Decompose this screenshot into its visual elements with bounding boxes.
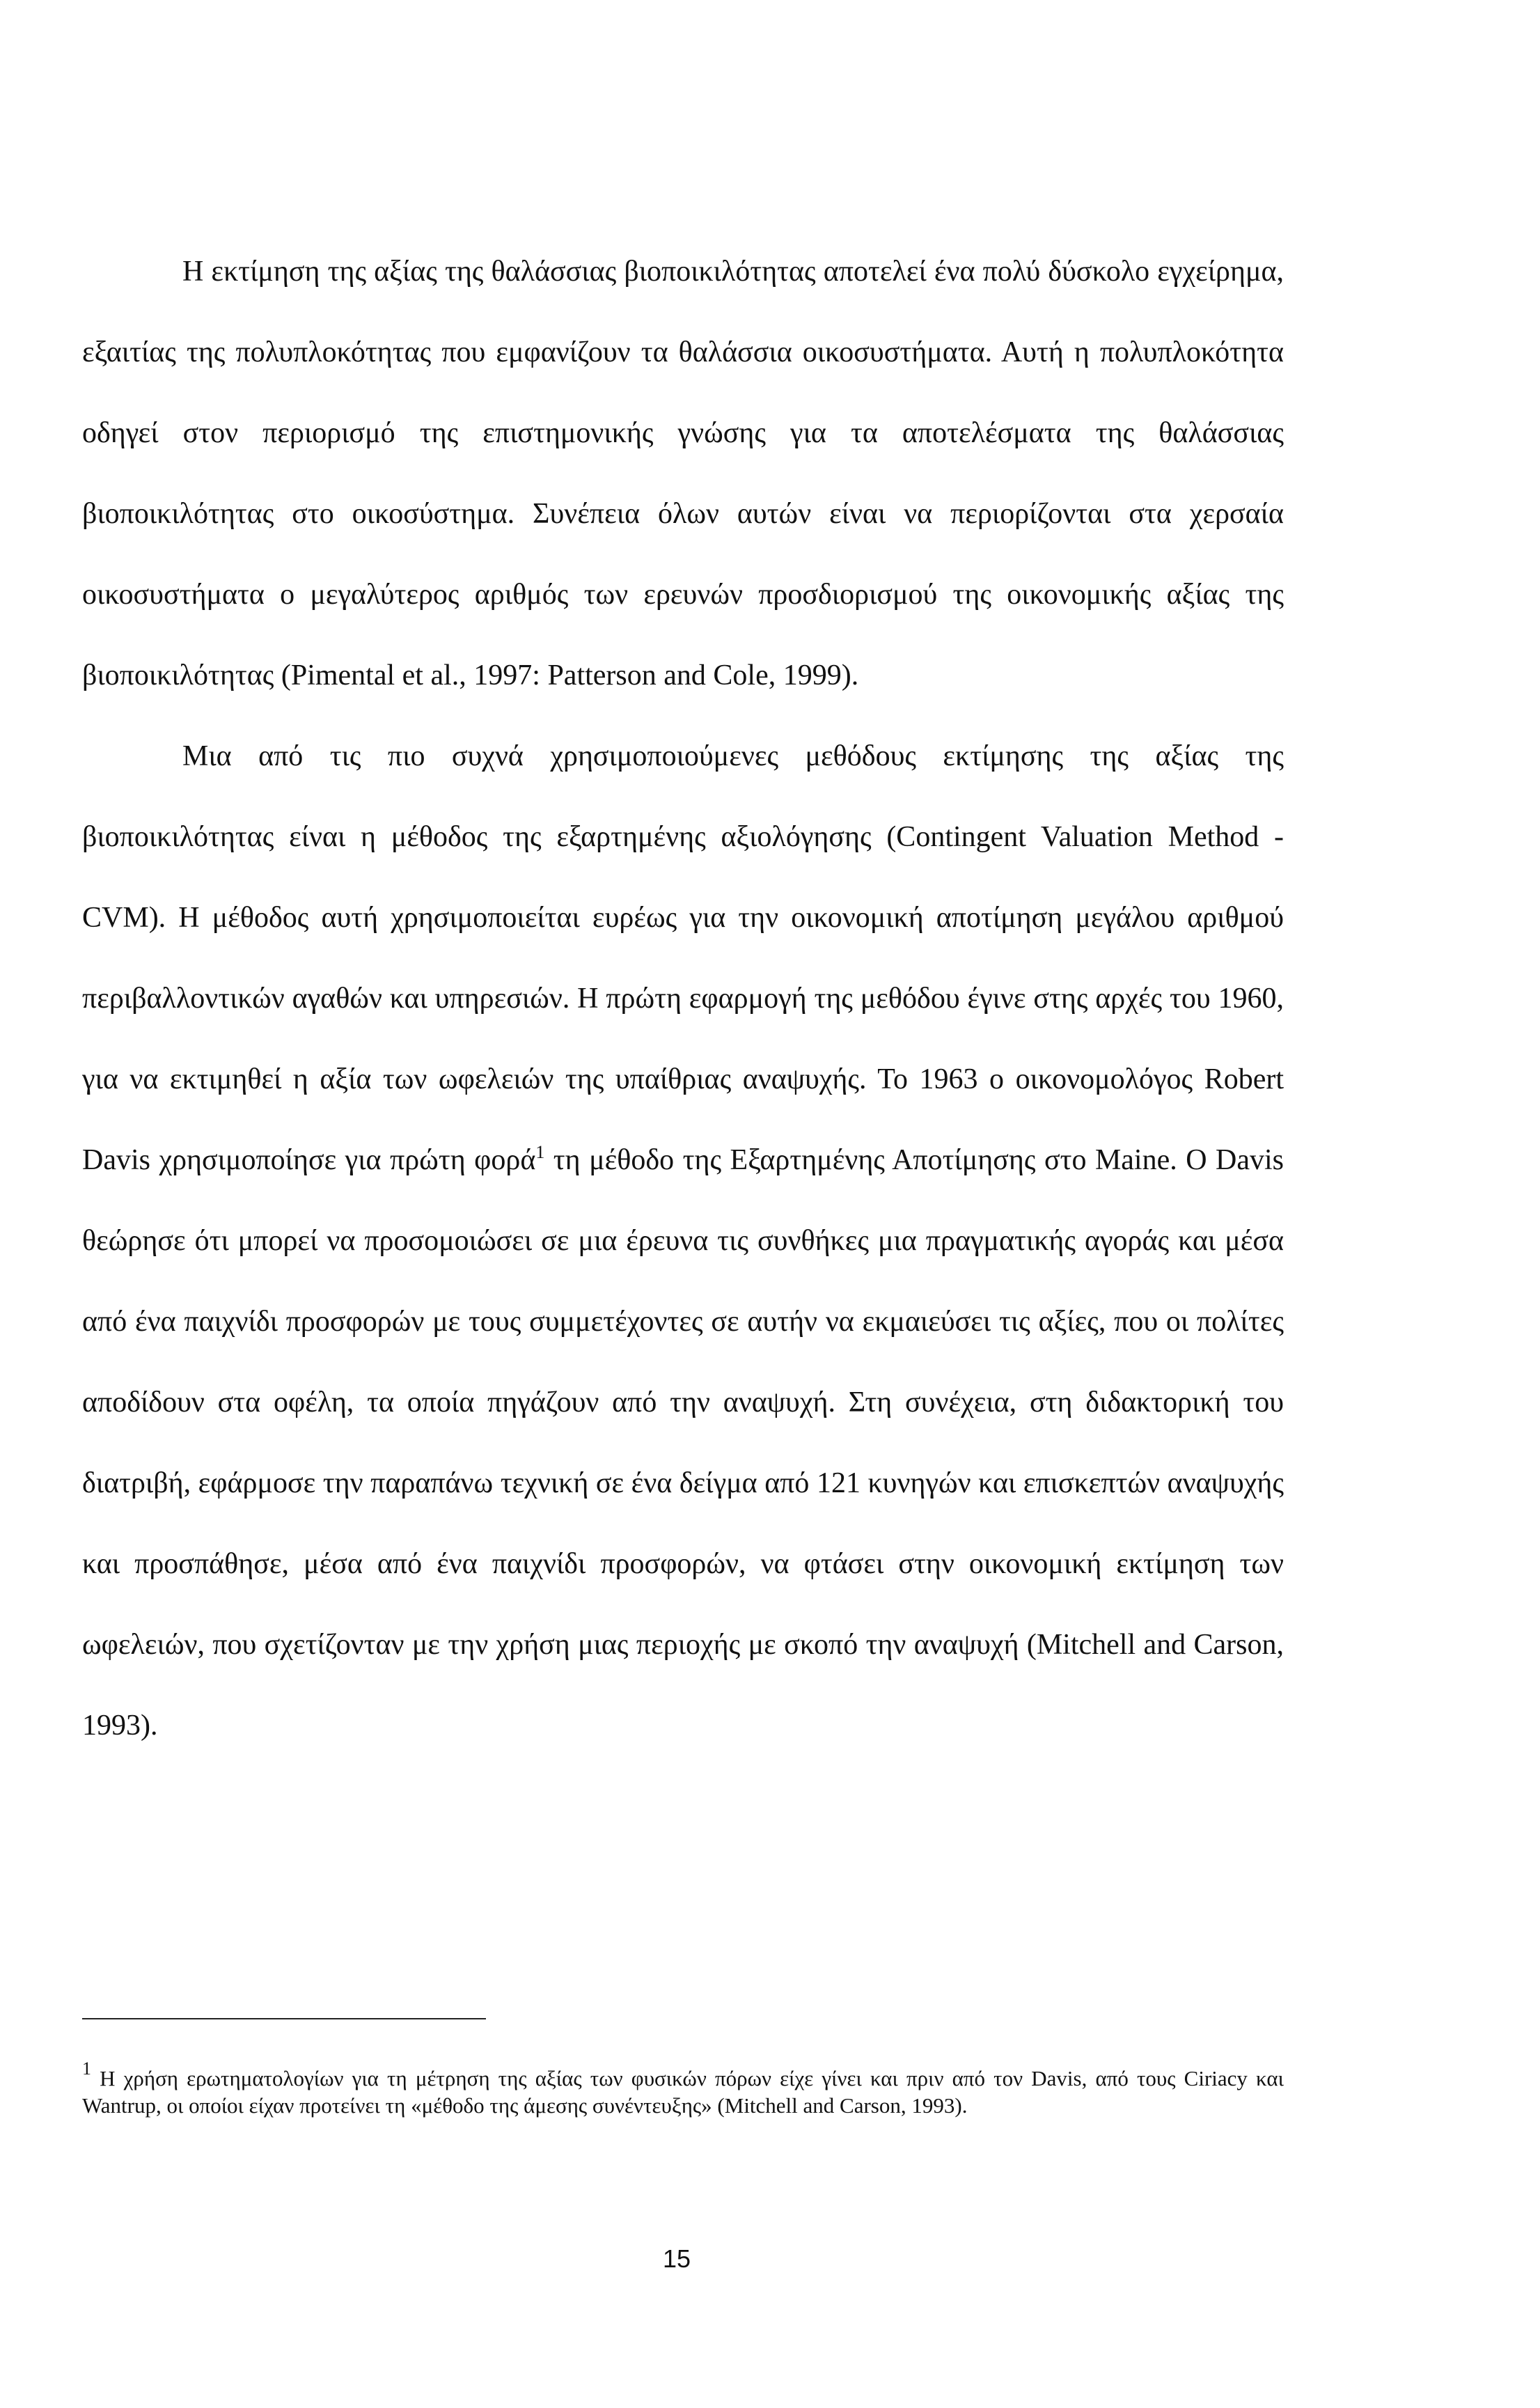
footnote-separator xyxy=(82,2018,486,2019)
footnote xyxy=(82,2058,1284,2119)
body-paragraph-2 xyxy=(82,716,1284,1766)
footnote-number: 1 xyxy=(82,2058,91,2079)
paragraph-2-text-after-note: τη μέθοδο της Εξαρτημένης Αποτίμησης στο Maine. Ο Davis θεώρησε ότι μπορεί να προσομοιώσει σε μια έρευνα τις συνθήκες μια πραγματικής αγοράς και μέσα από ένα παιχνίδι προσφορών με τους συμμετέχοντες σε αυτήν να εκμαιεύσει τις αξίες, που οι πολίτες αποδίδουν στα οφέλη, τα οποία πηγάζουν από την αναψυχή. Στη συνέχεια, στη διδακτορική του διατριβή, εφάρμοσε την παραπάνω τεχνική σε ένα δείγμα από 121 κυνηγών και επισκεπτών αναψυχής και προσπάθησε, μέσα από ένα παιχνίδι προσφορών, να φτάσει στην οικονομική εκτίμηση των ωφελειών, που σχετίζονταν με την χρήση μιας περιοχής με σκοπό την αναψυχή (Mitchell and Carson, 1993). xyxy=(82,1144,1284,1742)
footnote-text: Η χρήση ερωτηματολογίων για τη μέτρηση της αξίας των φυσικών πόρων είχε γίνει και πριν από τον Davis, από τους Ciriacy και Wantrup, οι οποίοι είχαν προτείνει τη «μέθοδο της άμεσης συνέντευξης» (Mitchell and Carson, 1993). xyxy=(82,2066,1284,2118)
footnote-reference-mark[interactable]: 1 xyxy=(535,1142,545,1162)
page-content xyxy=(82,231,1284,1766)
body-paragraph-1: Η εκτίμηση της αξίας της θαλάσσιας βιοποικιλότητας αποτελεί ένα πολύ δύσκολο εγχείρημα, εξαιτίας της πολυπλοκότητας που εμφανίζουν τα θαλάσσια οικοσυστήματα. Αυτή η πολυπλοκότητα οδηγεί στον περιορισμό της επιστημονικής γνώσης για τα αποτελέσματα της θαλάσσιας βιοποικιλότητας στο οικοσύστημα. Συνέπεια όλων αυτών είναι να περιορίζονται στα χερσαία οικοσυστήματα ο μεγαλύτερος αριθμός των ερευνών προσδιορισμού της οικονομικής αξίας της βιοποικιλότητας (Pimental et al., 1997: Patterson and Cole, 1999). xyxy=(82,256,1284,691)
page-number: 15 xyxy=(662,2244,691,2273)
paragraph-2-text-before-note: Μια από τις πιο συχνά χρησιμοποιούμενες μεθόδους εκτίμησης της αξίας της βιοποικιλότητας είναι η μέθοδος της εξαρτημένης αξιολόγησης (Contingent Valuation Method - CVM). Η μέθοδος αυτή χρησιμοποιείται ευρέως για την οικονομική αποτίμηση μεγάλου αριθμού περιβαλλοντικών αγαθών και υπηρεσιών. Η πρώτη εφαρμογή της μεθόδου έγινε στης αρχές του 1960, για να εκτιμηθεί η αξία των ωφελειών της υπαίθριας αναψυχής. Το 1963 ο οικονομολόγος Robert Davis χρησιμοποίησε για πρώτη φορά xyxy=(82,740,1284,1176)
